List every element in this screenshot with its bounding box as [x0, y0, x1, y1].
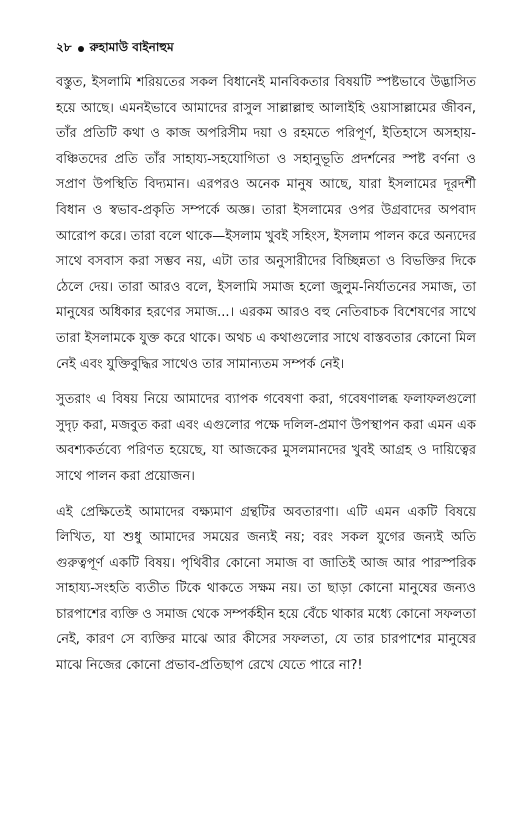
body-paragraph-3: এই প্রেক্ষিতেই আমাদের বক্ষ্যমাণ গ্রন্থটির অবতারণা। এটি এমন একটি বিষয়ে লিখিত, যা শুধু আমাদের সময়ের জন্যই নয়; বরং সকল যুগের জন্যই অতি গুরুত্বপূর্ণ একটি বিষয়। পৃথিবীর কোনো সমাজ বা জাতিই আজ আর পারস্পরিক সাহায্য-সংহতি ব্যতীত টিকে থাকতে সক্ষম নয়। তা ছাড়া কোনো মানুষের জন্যও চারপাশের ব্যক্তি ও সমাজ থেকে সম্পর্কহীন হয়ে বেঁচে থাকার মধ্যে কোনো সফলতা নেই, কারণ সে ব্যক্তির মাঝে আর কীসের সফলতা, যে তার চারপাশের মানুষের মাঝে নিজের কোনো প্রভাব-প্রতিছাপ রেখে যেতে পারে না?!	[56, 504, 476, 674]
running-header	[56, 40, 476, 58]
bullet-separator-icon	[78, 46, 84, 52]
body-paragraph-2: সুতরাং এ বিষয় নিয়ে আমাদের ব্যাপক গবেষণা করা, গবেষণালব্ধ ফলাফলগুলো সুদৃঢ় করা, মজবুত করা এবং এগুলোর পক্ষে দলিল-প্রমাণ উপস্থাপন করা এমন এক অবশ্যকর্তব্যে পরিণত হয়েছে, যা আজকের মুসলমানদের খুবই আগ্রহ ও দায়িত্বের সাথে পালন করা প্রয়োজন।	[56, 392, 476, 484]
running-title: রুহামাউ বাইনাহুম	[89, 40, 174, 54]
body-paragraph-1: বস্তুত, ইসলামি শরিয়তের সকল বিধানেই মানবিকতার বিষয়টি স্পষ্টভাবে উদ্ভাসিত হয়ে আছে। এমনইভাবে আমাদের রাসুল সাল্লাল্লাহু আলাইহি ওয়াসাল্লামের জীবন, তাঁর প্রতিটি কথা ও কাজ অপরিসীম দয়া ও রহমতে পরিপূর্ণ, ইতিহাসে অসহায়-বঞ্চিতদের প্রতি তাঁর সাহায্য-সহযোগিতা ও সহানুভূতি প্রদর্শনের স্পষ্ট বর্ণনা ও সপ্রাণ উপস্থিতি বিদ্যমান। এরপরও অনেক মানুষ আছে, যারা ইসলামের দূরদর্শী বিধান ও স্বভাব-প্রকৃতি সম্পর্কে অজ্ঞ। তারা ইসলামের ওপর উগ্রবাদের অপবাদ আরোপ করে। তারা বলে থাকে—ইসলাম খুবই সহিংস, ইসলাম পালন করে অন্যদের সাথে বসবাস করা সম্ভব নয়, এটা তার অনুসারীদের বিচ্ছিন্নতা ও বিভক্তির দিকে ঠেলে দেয়। তারা আরও বলে, ইসলামি সমাজ হলো জুলুম-নির্যাতনের সমাজ, তা মানুষের অধিকার হরণের সমাজ...। এরকম আরও বহু নেতিবাচক বিশেষণের সাথে তারা ইসলামকে যুক্ত করে থাকে। অথচ এ কথাগুলোর সাথে বাস্তবতার কোনো মিল নেই এবং যুক্তিবুদ্ধির সাথেও তার সামান্যতম সম্পর্ক নেই।	[56, 75, 476, 372]
page-number: ২৮	[56, 40, 72, 54]
book-page	[56, 40, 476, 689]
